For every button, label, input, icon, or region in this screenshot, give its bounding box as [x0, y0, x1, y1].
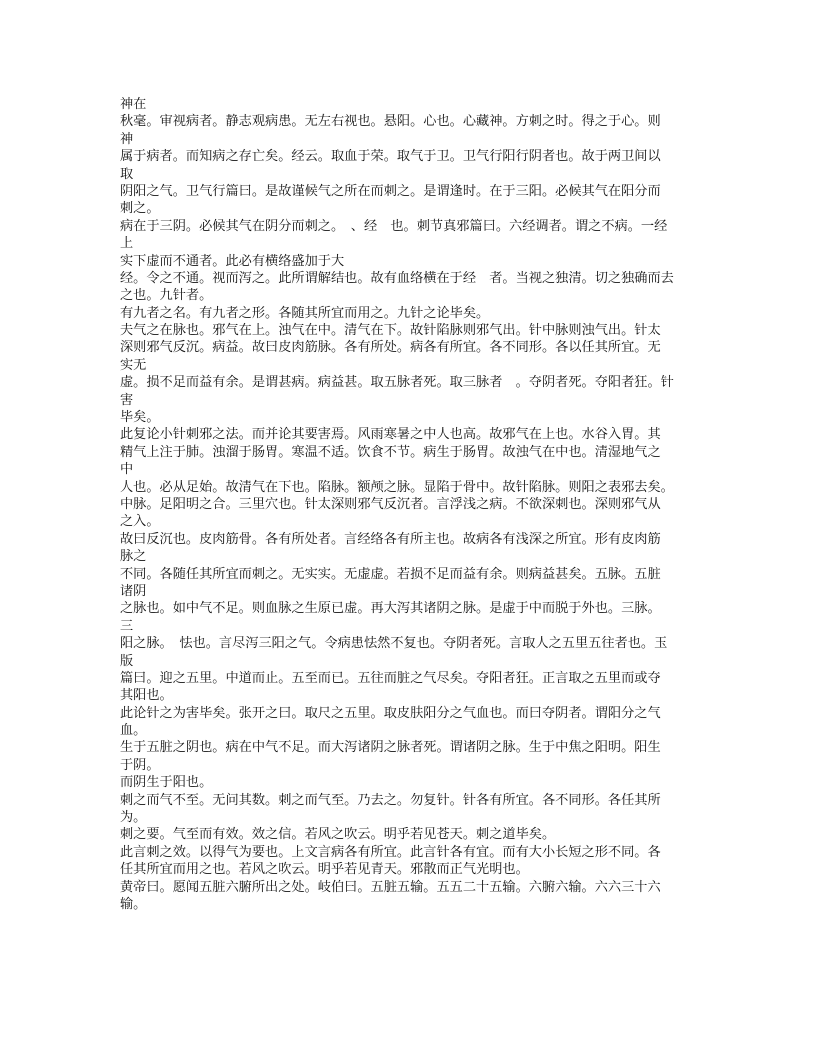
text-line: 神在 — [120, 97, 147, 112]
text-line: 于阴。 — [120, 757, 160, 773]
text-line: 病在于三阴。必候其气在阴分而刺之。 、经 也。刺节真邪篇曰。六经调者。谓之不病。一经 — [120, 218, 668, 234]
text-line: 之脉也。如中气不足。则血脉之生原已虚。再大泻其诸阴之脉。是虚于中而脱于外也。三脉。 — [120, 601, 661, 617]
text-line: 刺之。 — [120, 201, 160, 217]
text-line: 中 — [120, 462, 134, 478]
text-line: 阴阳之气。卫气行篇曰。是故谨候气之所在而刺之。是谓逢时。在于三阳。必候其气在阳分而 — [120, 183, 661, 199]
text-line: 取 — [120, 166, 134, 182]
text-line: 毕矣。 — [120, 410, 160, 426]
text-line: 秋毫。审视病者。静志观病患。无左右视也。悬阳。心也。心藏神。方刺之时。得之于心。则 — [120, 114, 661, 130]
text-line: 篇曰。迎之五里。中道而止。五至而已。五往而脏之气尽矣。夺阳者狂。正言取之五里而或夺 — [120, 670, 661, 686]
text-line: 中脉。足阳明之合。三里穴也。针太深则邪气反沉者。言浮浅之病。不欲深刺也。深则邪气从 — [120, 496, 661, 512]
text-line: 阳之脉。 怯也。言尽泻三阳之气。令病患怯然不复也。夺阴者死。言取人之五里五往者也。玉 — [120, 636, 668, 652]
text-line: 此言刺之效。以得气为要也。上文言病各有所宜。此言针各有宜。而有大小长短之形不同。各 — [120, 844, 661, 860]
text-line: 经。令之不通。视而泻之。此所谓解结也。故有血络横在于经 者。当视之独清。切之独确而去 — [120, 270, 674, 286]
text-line: 害 — [120, 392, 134, 408]
text-line: 诸阴 — [120, 583, 147, 599]
text-line: 实无 — [120, 357, 147, 373]
text-line: 精气上注于肺。浊溜于肠胃。寒温不适。饮食不节。病生于肠胃。故浊气在中也。清湿地气之 — [120, 444, 661, 460]
text-line: 上 — [120, 236, 134, 252]
text-line: 神 — [120, 131, 134, 147]
text-line: 此论针之为害毕矣。张开之曰。取尺之五里。取皮肤阳分之气血也。而曰夺阴者。谓阳分之气 — [120, 705, 661, 721]
text-line: 夫气之在脉也。邪气在上。浊气在中。清气在下。故针陷脉则邪气出。针中脉则浊气出。针太 — [120, 323, 661, 339]
text-line: 之也。九针者。 — [120, 288, 213, 304]
text-line: 人也。必从足始。故清气在下也。陷脉。额颅之脉。显陷于骨中。故针陷脉。则阳之表邪去矣。 — [120, 479, 674, 495]
text-line: 故曰反沉也。皮肉筋骨。各有所处者。言经络各有所主也。故病各有浅深之所宜。形有皮肉筋 — [120, 531, 661, 547]
text-line: 不同。各随任其所宜而刺之。无实实。无虚虚。若损不足而益有余。则病益甚矣。五脉。五脏 — [120, 566, 661, 582]
text-line: 血。 — [120, 723, 147, 739]
text-line: 脉之 — [120, 549, 147, 565]
text-line: 为。 — [120, 810, 147, 826]
text-line: 生于五脏之阴也。病在中气不足。而大泻诸阴之脉者死。谓诸阴之脉。生于中焦之阳明。阳生 — [120, 740, 661, 756]
text-line: 黄帝曰。愿闻五脏六腑所出之处。岐伯曰。五脏五输。五五二十五输。六腑六输。六六三十六 — [120, 879, 661, 895]
text-line: 之入。 — [120, 514, 160, 530]
text-line: 任其所宜而用之也。若风之吹云。明乎若见青天。邪散而正气光明也。 — [120, 862, 529, 878]
text-line: 输。 — [120, 896, 147, 912]
text-line: 刺之而气不至。无问其数。刺之而气至。乃去之。勿复针。针各有所宜。各不同形。各任其所 — [120, 792, 661, 808]
text-line: 刺之要。气至而有效。效之信。若风之吹云。明乎若见苍天。刺之道毕矣。 — [120, 827, 556, 843]
text-line: 此复论小针刺邪之法。而并论其要害焉。风雨寒暑之中人也高。故邪气在上也。水谷入胃。其 — [120, 427, 661, 443]
text-line: 三 — [120, 618, 134, 634]
text-line: 深则邪气反沉。病益。故曰皮肉筋脉。各有所处。病各有所宜。各不同形。各以任其所宜。无 — [120, 340, 661, 356]
text-line: 属于病者。而知病之存亡矣。经云。取血于荣。取气于卫。卫气行阳行阴者也。故于两卫间以 — [120, 149, 661, 165]
document-page — [120, 96, 700, 913]
text-line: 版 — [120, 653, 134, 669]
text-line: 其阳也。 — [120, 688, 173, 704]
text-line: 有九者之名。有九者之形。各随其所宜而用之。九针之论毕矣。 — [120, 305, 490, 321]
text-line: 而阴生于阳也。 — [120, 775, 213, 791]
text-line: 虚。损不足而益有余。是谓甚病。病益甚。取五脉者死。取三脉者 。夺阴者死。夺阳者狂。针 — [120, 375, 674, 391]
text-line: 实下虚而不通者。此必有横络盛加于大 — [120, 253, 345, 269]
